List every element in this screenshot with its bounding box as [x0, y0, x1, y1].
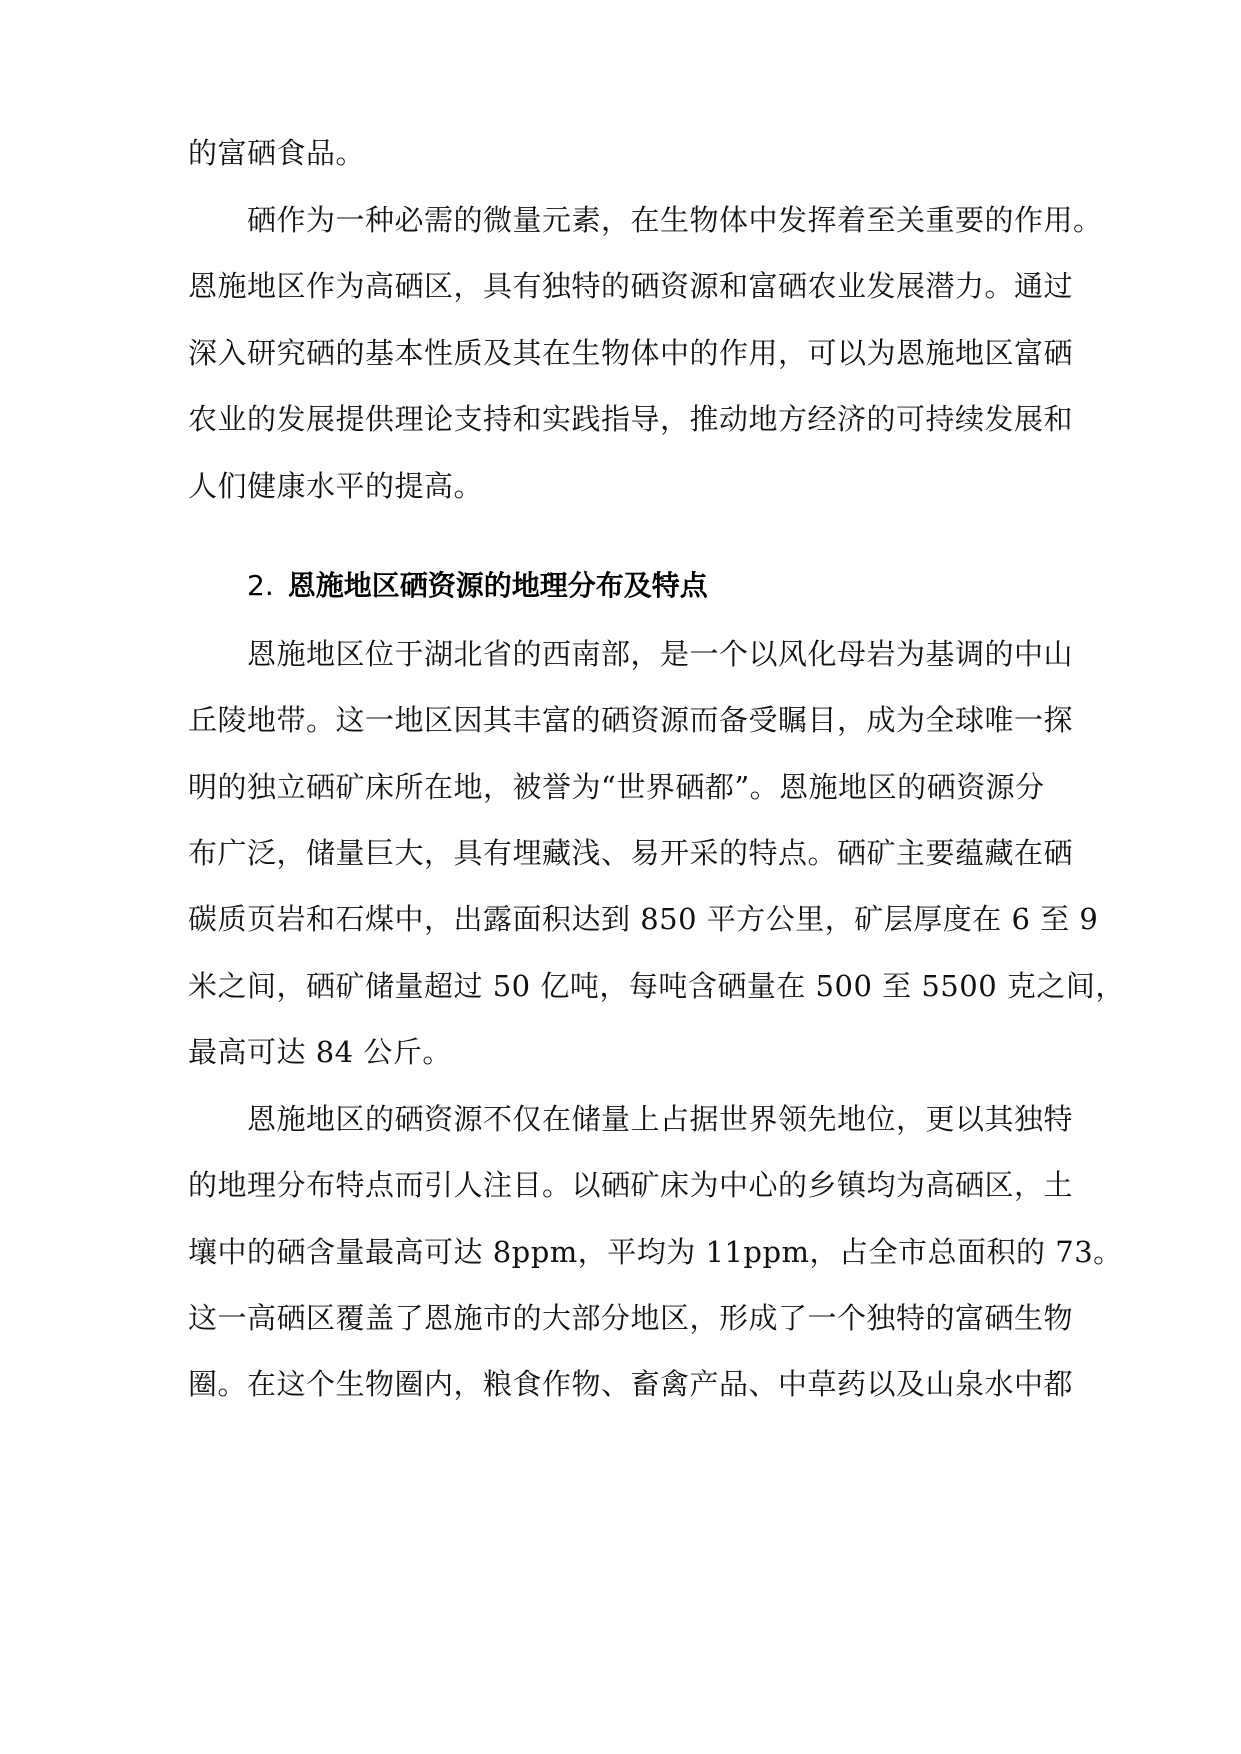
text-line: 农业的发展提供理论支持和实践指导，推动地方经济的可持续发展和: [188, 402, 1074, 436]
text-line: 圈。在这个生物圈内，粮食作物、畜禽产品、中草药以及山泉水中都: [188, 1367, 1074, 1401]
section-title: 恩施地区硒资源的地理分布及特点: [287, 569, 708, 602]
text-line: 深入研究硒的基本性质及其在生物体中的作用，可以为恩施地区富硒: [188, 336, 1074, 370]
text-line: 明的独立硒矿床所在地，被誉为“世界硒都”。恩施地区的硒资源分: [188, 770, 1045, 804]
text-line: 人们健康水平的提高。: [188, 469, 484, 503]
text-line: 丘陵地带。这一地区因其丰富的硒资源而备受瞩目，成为全球唯一探: [188, 703, 1074, 737]
text-line: 壤中的硒含量最高可达 8ppm，平均为 11ppm，占全市总面积的 73。: [188, 1235, 1123, 1269]
text-line: 的富硒食品。: [188, 136, 366, 170]
text-line: 恩施地区位于湖北省的西南部，是一个以风化母岩为基调的中山: [247, 637, 1074, 671]
text-line: 恩施地区的硒资源不仅在储量上占据世界领先地位，更以其独特: [247, 1102, 1074, 1136]
text-line: 硒作为一种必需的微量元素，在生物体中发挥着至关重要的作用。: [247, 203, 1103, 237]
text-line: 碳质页岩和石煤中，出露面积达到 850 平方公里，矿层厚度在 6 至 9: [188, 902, 1099, 936]
section-number: 2.: [247, 569, 274, 602]
text-line: 最高可达 84 公斤。: [188, 1035, 452, 1069]
section-heading: [247, 566, 1067, 606]
text-line: 的地理分布特点而引人注目。以硒矿床为中心的乡镇均为高硒区，土: [188, 1168, 1074, 1202]
text-line: 恩施地区作为高硒区，具有独特的硒资源和富硒农业发展潜力。通过: [188, 269, 1074, 303]
text-line: 布广泛，储量巨大，具有埋藏浅、易开采的特点。硒矿主要蕴藏在硒: [188, 836, 1074, 870]
text-line: 这一高硒区覆盖了恩施市的大部分地区，形成了一个独特的富硒生物: [188, 1301, 1074, 1335]
text-line: 米之间，硒矿储量超过 50 亿吨，每吨含硒量在 500 至 5500 克之间，: [188, 969, 1125, 1003]
